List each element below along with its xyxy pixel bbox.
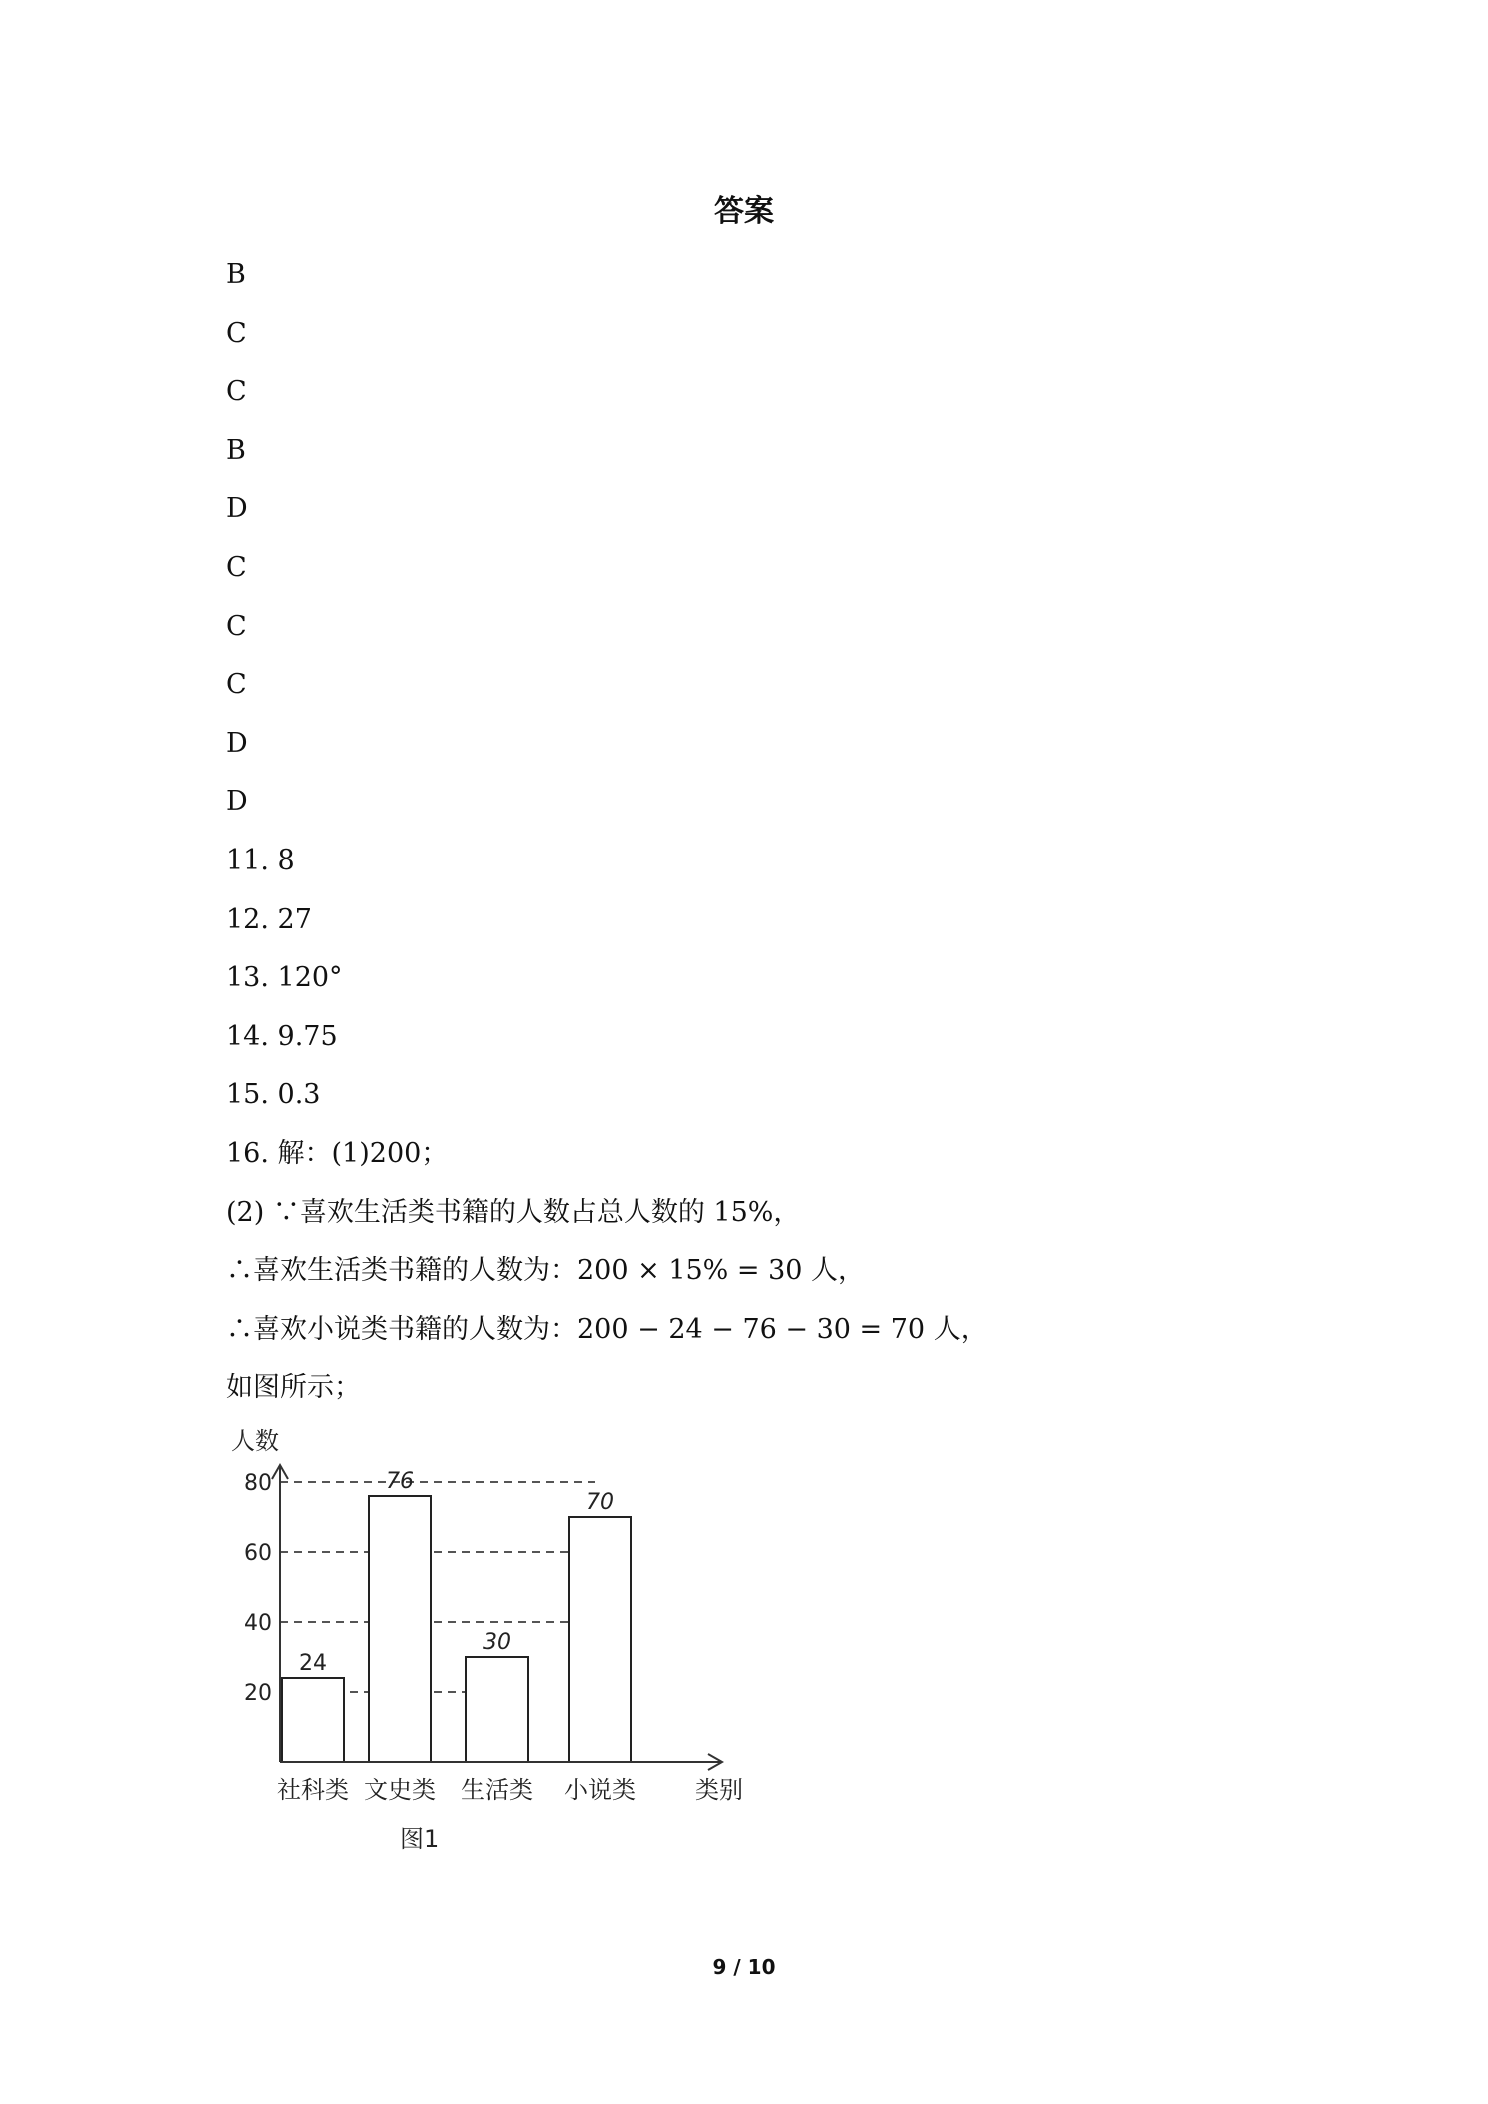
answer-line-12: 12. 27 [226,903,312,935]
solution-step-2: (2) ∵喜欢生活类书籍的人数占总人数的 15%， [226,1196,801,1228]
chart-caption: 图1 [400,1825,440,1853]
category-label: 社科类 [277,1776,349,1804]
answer-line-6: C [226,551,247,583]
answer-line-3: C [226,376,247,408]
answer-line-10: D [226,786,248,818]
bar-chart [215,1415,775,1865]
bar [369,1496,431,1762]
answer-line-4: B [226,434,246,466]
solution-step-5: 如图所示； [226,1372,361,1404]
y-tick-label: 40 [244,1611,272,1636]
y-tick-label: 20 [244,1681,272,1706]
data-label: 70 [586,1490,614,1515]
answer-line-13: 13. 120° [226,962,343,994]
answer-line-8: C [226,669,247,701]
solution-step-3: ∴喜欢生活类书籍的人数为：200 × 15% = 30 人， [226,1255,866,1287]
answer-line-2: C [226,317,247,349]
answer-list [226,246,1326,1418]
y-tick-label: 80 [244,1471,272,1496]
chart-category-labels [277,1776,636,1804]
answer-line-15: 15. 0.3 [226,1079,321,1111]
answer-line-7: C [226,610,247,642]
answer-line-1: B [226,259,246,290]
bar [569,1517,631,1762]
y-axis-label: 人数 [231,1427,279,1455]
chart-y-ticks [244,1471,272,1706]
x-axis-label: 类别 [695,1776,743,1804]
data-label: 30 [483,1630,511,1655]
chart-gridlines [280,1482,595,1692]
solution-step-4: ∴喜欢小说类书籍的人数为：200 − 24 − 76 − 30 = 70 人， [226,1313,988,1345]
answer-line-5: D [226,493,248,525]
chart-data-labels [299,1469,614,1676]
y-tick-label: 60 [244,1541,272,1566]
bar [282,1678,344,1762]
data-label: 76 [386,1469,414,1494]
answer-line-16: 16. 解：(1)200； [226,1137,449,1169]
category-label: 小说类 [564,1776,636,1804]
category-label: 文史类 [364,1776,436,1804]
data-label: 24 [299,1651,327,1676]
bar [466,1657,528,1762]
answer-line-14: 14. 9.75 [226,1020,338,1052]
page-title: 答案 [714,194,774,229]
page-number: 9 / 10 [712,1955,776,1979]
answer-line-9: D [226,727,248,759]
category-label: 生活类 [461,1776,533,1804]
answer-line-11: 11. 8 [226,844,295,876]
chart-bars [282,1496,631,1762]
